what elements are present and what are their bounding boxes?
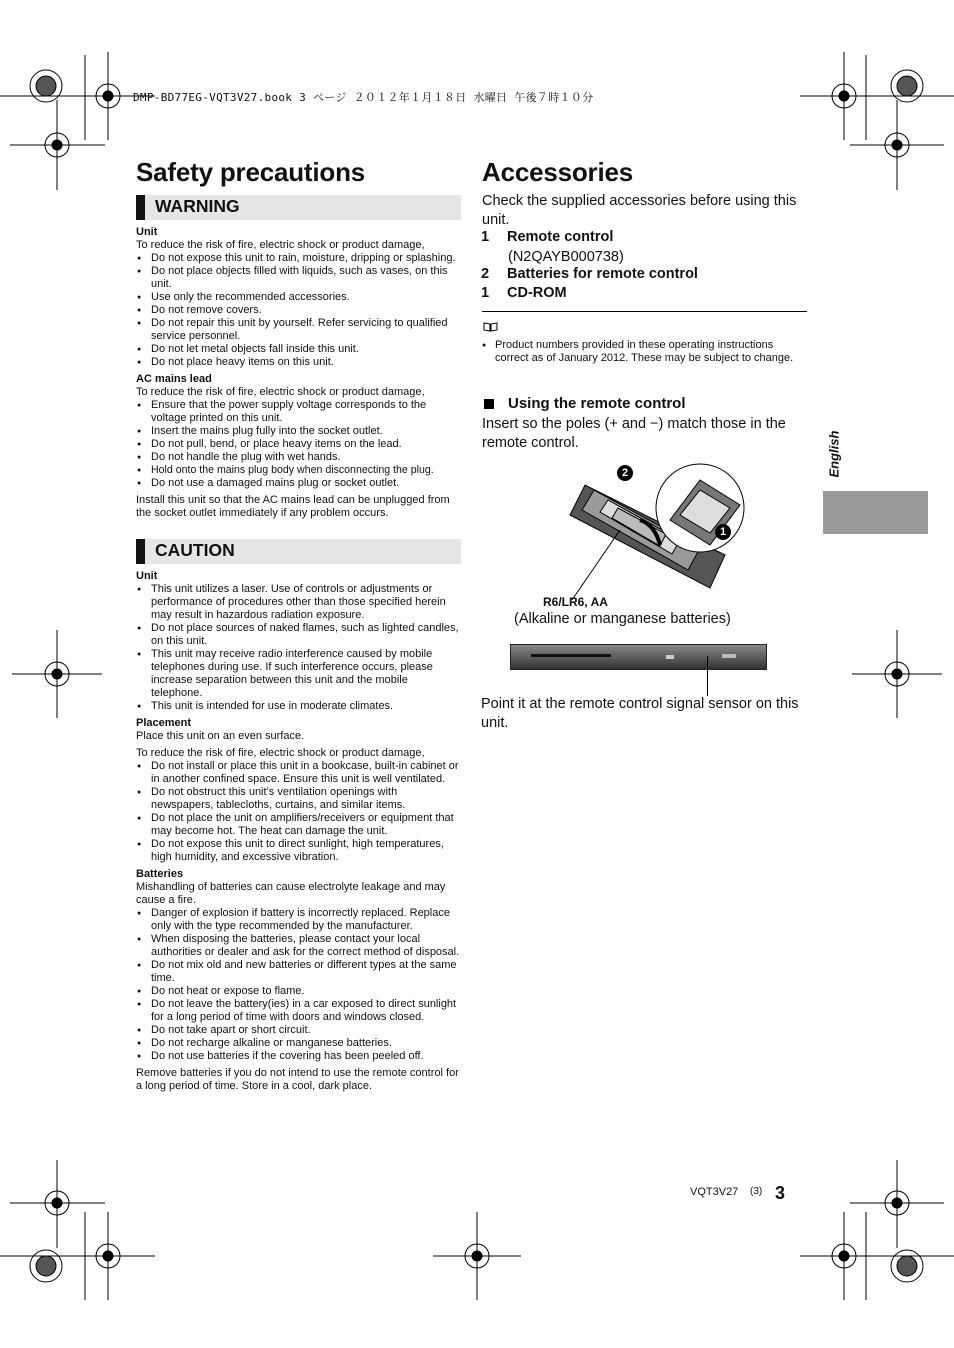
book-icon xyxy=(483,321,498,332)
language-tab-label: English xyxy=(826,430,842,478)
battery-type-label: R6/LR6, AA xyxy=(543,595,608,609)
list-item: ● Do not obstruct this unit’s ventilation openings with newspapers, tablecloths, curtains, and similar items. xyxy=(136,786,461,812)
list-item: ● Do not let metal objects fall inside this unit. xyxy=(136,343,461,356)
warning-ac-intro: To reduce the risk of fire, electric shock or product damage, xyxy=(136,386,425,398)
square-bullet-icon xyxy=(484,399,494,409)
list-item: ● Do not install or place this unit in a bookcase, built-in cabinet or in another confined space. Ensure this unit is well ventilated. xyxy=(136,760,461,786)
warning-unit-intro: To reduce the risk of fire, electric shock or product damage, xyxy=(136,239,425,251)
list-item: ● Ensure that the power supply voltage corresponds to the voltage printed on this unit. xyxy=(136,399,461,425)
list-item: ● Use only the recommended accessories. xyxy=(136,291,461,304)
caution-placement-intro: To reduce the risk of fire, electric shock or product damage, xyxy=(136,747,425,759)
caution-placement-heading: Placement xyxy=(136,717,192,729)
accessory-cdrom xyxy=(481,285,567,301)
accessory-name: Batteries for remote control xyxy=(507,266,698,282)
footer-subpage: (3) xyxy=(750,1186,763,1197)
warning-bar xyxy=(136,195,461,220)
list-item: ● Do not place the unit on amplifiers/receivers or equipment that may become hot. The heat can damage the unit. xyxy=(136,812,461,838)
page-title-accessories: Accessories xyxy=(482,157,634,187)
list-item: ● Do not remove covers. xyxy=(136,304,461,317)
page-number: 3 xyxy=(775,1183,786,1203)
remote-instruction: Insert so the poles (+ and −) match those in the remote control. xyxy=(482,416,786,451)
warning-label: WARNING xyxy=(155,196,240,216)
eject-button-icon xyxy=(666,655,674,659)
accessory-qty: 1 xyxy=(481,229,490,245)
note-text: ● Product numbers provided in these operating instructions correct as of January 2012. These may be subject to change. xyxy=(482,339,807,365)
print-header: DMP-BD77EG-VQT3V27.book 3 ページ ２０１２年１月１８日 水曜日 午後７時１０分 xyxy=(133,91,594,104)
signal-sensor xyxy=(722,654,736,658)
list-item: ● When disposing the batteries, please contact your local authorities or dealer and ask for the correct method of disposal. xyxy=(136,933,461,959)
caution-batteries-intro: Mishandling of batteries can cause electrolyte leakage and may cause a fire. xyxy=(136,881,446,906)
list-item: ● Do not take apart or short circuit. xyxy=(136,1024,461,1037)
accessory-name: CD-ROM xyxy=(507,285,567,301)
disc-tray-slot xyxy=(531,654,611,657)
player-unit-illustration xyxy=(510,644,767,670)
step-1-badge: 1 xyxy=(715,524,731,540)
list-item: ● Do not handle the plug with wet hands. xyxy=(136,451,461,464)
warning-unit-list xyxy=(136,252,461,369)
sensor-pointer-line xyxy=(707,656,708,696)
caution-batteries-list xyxy=(136,907,461,1063)
list-item: ● Do not place heavy items on this unit. xyxy=(136,356,461,369)
warning-section xyxy=(136,226,461,520)
list-item: ● Danger of explosion if battery is incorrectly replaced. Replace only with the type recommended by the manufacturer. xyxy=(136,907,461,933)
page-title-safety: Safety precautions xyxy=(136,157,366,187)
caution-bar-marker xyxy=(136,539,145,564)
list-item: ● Do not use batteries if the covering has been peeled off. xyxy=(136,1050,461,1063)
warning-ac-list xyxy=(136,399,461,490)
list-item: ● Hold onto the mains plug body when disconnecting the plug. xyxy=(136,464,461,477)
list-item: ● Do not expose this unit to direct sunlight, high temperatures, high humidity, and excessive vibration. xyxy=(136,838,461,864)
list-item: ● Do not mix old and new batteries or different types at the same time. xyxy=(136,959,461,985)
divider xyxy=(482,311,807,312)
caution-bar xyxy=(136,539,461,564)
accessory-qty: 2 xyxy=(481,266,490,282)
accessory-remote-code: (N2QAYB000738) xyxy=(508,249,624,265)
caution-placement-list xyxy=(136,760,461,864)
list-item: ● Do not pull, bend, or place heavy items on the lead. xyxy=(136,438,461,451)
list-item: ● Do not use a damaged mains plug or socket outlet. xyxy=(136,477,461,490)
caution-unit-heading: Unit xyxy=(136,570,158,582)
list-item: ● Do not heat or expose to flame. xyxy=(136,985,461,998)
warning-install-text: Install this unit so that the AC mains lead can be unplugged from the socket outlet immediately if any problem occurs. xyxy=(136,494,450,519)
caution-section xyxy=(136,570,461,1093)
note-section xyxy=(482,339,807,365)
language-side-tab xyxy=(823,491,928,534)
list-item: ● Do not repair this unit by yourself. Refer servicing to qualified service personnel. xyxy=(136,317,461,343)
step-2-badge: 2 xyxy=(617,465,633,481)
caution-batteries-outro: Remove batteries if you do not intend to use the remote control for a long period of time. Store in a cool, dark place. xyxy=(136,1067,459,1092)
caution-placement-text: Place this unit on an even surface. xyxy=(136,730,305,742)
warning-bar-marker xyxy=(136,195,145,220)
list-item: ● Do not place objects filled with liquids, such as vases, on this unit. xyxy=(136,265,461,291)
accessory-name: Remote control xyxy=(507,229,614,245)
accessory-batteries xyxy=(481,266,698,282)
point-instruction: Point it at the remote control signal sensor on this unit. xyxy=(481,696,799,731)
list-item: ● Insert the mains plug fully into the socket outlet. xyxy=(136,425,461,438)
accessories-intro: Check the supplied accessories before using this unit. xyxy=(482,193,797,228)
list-item: ● Do not leave the battery(ies) in a car exposed to direct sunlight for a long period of time with doors and windows closed. xyxy=(136,998,461,1024)
list-item: ● This unit may receive radio interference caused by mobile telephones during use. If such interference occurs, please increase separation between this unit and the mobile telephone. xyxy=(136,648,461,700)
accessory-qty: 1 xyxy=(481,285,490,301)
caution-label: CAUTION xyxy=(155,540,235,560)
remote-heading: Using the remote control xyxy=(508,395,686,412)
list-item: ● Do not place sources of naked flames, such as lighted candles, on this unit. xyxy=(136,622,461,648)
list-item: ● This unit is intended for use in moderate climates. xyxy=(136,700,461,713)
list-item: ● Do not expose this unit to rain, moisture, dripping or splashing. xyxy=(136,252,461,265)
warning-ac-heading: AC mains lead xyxy=(136,373,212,385)
battery-type-sub: (Alkaline or manganese batteries) xyxy=(514,611,731,627)
footer-code: VQT3V27 xyxy=(690,1186,739,1198)
caution-batteries-heading: Batteries xyxy=(136,868,184,880)
caution-unit-list xyxy=(136,583,461,713)
warning-unit-heading: Unit xyxy=(136,226,158,238)
list-item: ● Do not recharge alkaline or manganese batteries. xyxy=(136,1037,461,1050)
accessory-remote xyxy=(481,229,613,245)
list-item: ● This unit utilizes a laser. Use of controls or adjustments or performance of procedures other than those specified herein may result in hazardous radiation exposure. xyxy=(136,583,461,622)
